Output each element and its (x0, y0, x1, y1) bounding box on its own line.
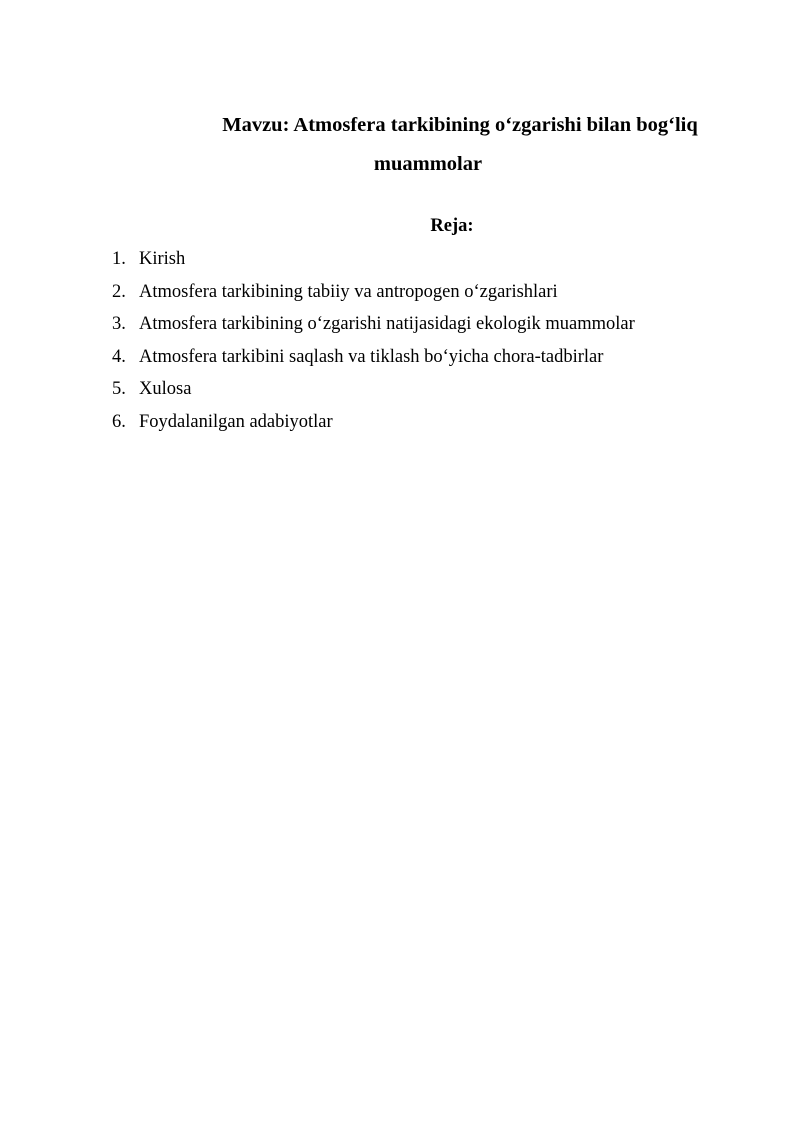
plan-item-text: Foydalanilgan adabiyotlar (139, 411, 333, 432)
plan-item-2 (112, 279, 732, 312)
plan-item-number: 6. (112, 411, 126, 432)
plan-item-number: 2. (112, 281, 126, 302)
plan-item-text: Atmosfera tarkibining o‘zgarishi natijasidagi ekologik muammolar (139, 314, 635, 334)
title-line-2: muammolar (373, 153, 483, 175)
plan-item-number: 1. (112, 249, 126, 269)
plan-item-text: Atmosfera tarkibining tabiiy va antropogen o‘zgarishlari (139, 281, 558, 302)
plan-item-number: 5. (112, 379, 126, 399)
plan-item-number: 3. (112, 314, 126, 334)
document-title (140, 106, 716, 184)
plan-item-4 (112, 344, 732, 377)
plan-item-1 (112, 246, 732, 279)
plan-item-5 (112, 376, 732, 409)
plan-item-text: Xulosa (139, 379, 192, 399)
plan-item-text: Kirish (139, 249, 186, 269)
title-line-1: Mavzu: Atmosfera tarkibining o‘zgarishi bilan bog‘liq (222, 114, 698, 136)
plan-item-3 (112, 311, 732, 344)
plan-list (112, 246, 732, 441)
plan-heading: Reja: (430, 216, 474, 236)
plan-item-text: Atmosfera tarkibini saqlash va tiklash bo‘yicha chora-tadbirlar (139, 346, 604, 367)
plan-item-number: 4. (112, 346, 126, 367)
plan-item-6 (112, 409, 732, 442)
